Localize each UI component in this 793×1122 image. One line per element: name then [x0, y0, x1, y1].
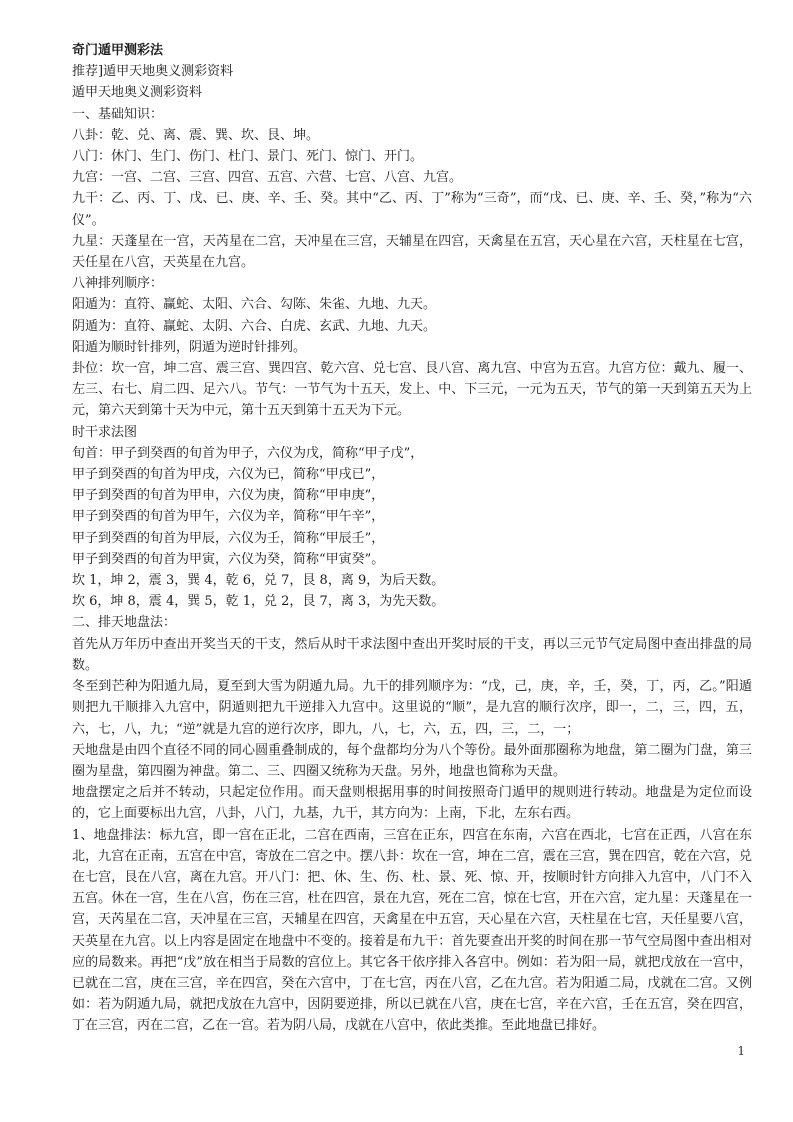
yindun-line: 阴遁为：直符、赢蛇、太阴、六合、白虎、玄武、九地、九天。 [72, 318, 437, 334]
guawei-paragraph: 卦位：坎一宫，坤二宫、震三宫、巽四宫、乾六宫、兑七宫、艮八宫、离九宫、中宫为五宫。九宫方位：戴九、履一、左三、右七、肩二四、足六八。节气：一节气为十五天，发上、中、下三元，一元为五天，节气的第一天到第五天为上元，第六天到第十天为中元，第十五天到第十五天为下元。 [72, 361, 752, 419]
section-heading-basics: 一、基础知识： [72, 106, 164, 122]
paragraph-2: 冬至到芒种为阳遁九局，夏至到大雪为阴遁九局。九干的排列顺序为：“戊，己，庚，辛，壬，癸，丁，丙，乙。”阳遁则把九干顺排入九宫中，阴遁则把九干逆排入九宫中。这里说的“顺”，是九宫的顺行次序，即一，二，三，四，五，六，七，八，九；“逆”就是九宫的逆行次序，即九，八，七，六，五，四，三，二，一； [72, 679, 752, 737]
yangdun-line: 阳遁为：直符、赢蛇、太阳、六合、勾陈、朱雀、九地、九天。 [72, 297, 437, 313]
jiuxing-paragraph: 九星：天蓬星在一宫，天芮星在二宫，天冲星在三宫，天辅星在四宫，天禽星在五宫，天心星在六宫，天柱星在七宫，天任星在八宫，天英星在九宫。 [72, 233, 752, 271]
bashen-heading: 八神排列顺序： [72, 276, 164, 292]
subtitle-line: 遁甲天地奥义测彩资料 [72, 85, 203, 101]
xun-line: 旬首：甲子到癸酉的旬首为甲子，六仪为戊，简称“甲子戊”， [72, 445, 424, 461]
jiugan-paragraph: 九干：乙、丙、丁、戊、已、庚、辛、壬、癸。其中“乙、丙、丁”称为“三奇”，而“戊、已、庚、辛、壬、癸，”称为“六仪”。 [72, 191, 752, 228]
shunni-line: 阳遁为顺时针排列，阴遁为逆时针排列。 [72, 339, 307, 355]
xun-line: 甲子到癸酉的旬首为甲戌，六仪为已，简称“甲戌已”， [72, 467, 385, 483]
xiantian-line: 坎 6，坤 8，震 4，巽 5，乾 1，兑 2，艮 7，离 3，为先天数。 [72, 594, 445, 610]
bamen-line: 八门：休门、生门、伤门、杜门、景门、死门、惊门、开门。 [72, 149, 424, 165]
recommend-line: 推荐]遁甲天地奥义测彩资料 [72, 64, 234, 80]
bagua-line: 八卦：乾、兑、离、震、巽、坎、艮、坤。 [72, 127, 320, 143]
document-title: 奇门遁甲测彩法 [72, 43, 164, 58]
paragraph-3: 天地盘是由四个直径不同的同心圆重叠制成的，每个盘都均分为八个等份。最外面那圈称为地盘，第二圈为门盘，第三圈为星盘，第四圈为神盘。第二、三、四圈又统称为天盘。另外，地盘也简称为天盘。 [72, 742, 752, 779]
paragraph-1: 首先从万年历中查出开奖当天的干支，然后从时干求法图中查出开奖时辰的干支，再以三元节气定局图中查出排盘的局数。 [72, 636, 752, 673]
houtian-line: 坎 1，坤 2，震 3，巽 4，乾 6，兑 7，艮 8，离 9，为后天数。 [72, 573, 445, 589]
paragraph-5: 1、地盘排法：标九宫，即一宫在正北，二宫在西南，三宫在正东，四宫在东南，六宫在西北，七宫在正西，八宫在东北，九宫在正南，五宫在中宫，寄放在二宫之中。摆八卦：坎在一宫，坤在二宫，震在三宫，巽在四宫，乾在六宫，兑在七宫，艮在八宫，离在九宫。开八门：把、休、生、伤、杜、景、死、惊、开，按顺时针方向排入九宫中，八门不入五宫。休在一宫，生在八宫，伤在三宫，杜在四宫，景在九宫，死在二宫，惊在七宫，开在六宫，定九星：天蓬星在一宫，天芮星在二宫，天冲星在三宫，天辅星在四宫，天禽星在中五宫，天心星在六宫，天柱星在七宫，天任星要八宫，天英星在九宫。以上内容是固定在地盘中不变的。接着是布九干：首先要查出开奖的时间在那一节气空局图中查出相对应的局数来。再把“戊”放在相当于局数的宫位上。其它各干依序排入各宫中。例如：若为阳一局，就把戊放在一宫中，已就在二宫，庚在三宫，辛在四宫，癸在六宫中，丁在七宫，丙在八宫，乙在九宫。若为阳遁二局，戊就在二宫。又例如：若为阴遁九局，就把戊放在九宫中，因阴要逆排，所以已就在八宫，庚在七宫，辛在六宫，壬在五宫，癸在四宫，丁在三宫，丙在二宫，乙在一宫。若为阴八局，戊就在八宫中，依此类推。至此地盘已排好。 [72, 827, 752, 1034]
paragraph-4: 地盘摆定之后并不转动，只起定位作用。而天盘则根据用事的时间按照奇门遁甲的规则进行转动。地盘是为定位而设的，它上面要标出九宫，八卦，八门，九基，九干，其方向为：上南，下北，左东右西。 [72, 785, 752, 822]
xun-line: 甲子到癸酉的旬首为甲辰，六仪为壬，简称“甲辰壬”， [72, 530, 385, 546]
xun-line: 甲子到癸酉的旬首为甲午，六仪为辛，简称“甲午辛”， [72, 509, 385, 525]
section-heading-tiandipan: 二、排天地盘法： [72, 615, 177, 631]
page-number: 1 [737, 1044, 745, 1058]
xun-line: 甲子到癸酉的旬首为甲申，六仪为庚，简称“甲申庚”， [72, 488, 385, 504]
xun-line: 甲子到癸酉的旬首为甲寅，六仪为癸，简称“甲寅癸”。 [72, 551, 385, 567]
shigan-heading: 时干求法图 [72, 424, 138, 440]
document-body [72, 40, 752, 1037]
jiugong-line: 九宫：一宫、二宫、三宫、四宫、五宫、六营、七宫、八宫、九宫。 [72, 170, 463, 186]
